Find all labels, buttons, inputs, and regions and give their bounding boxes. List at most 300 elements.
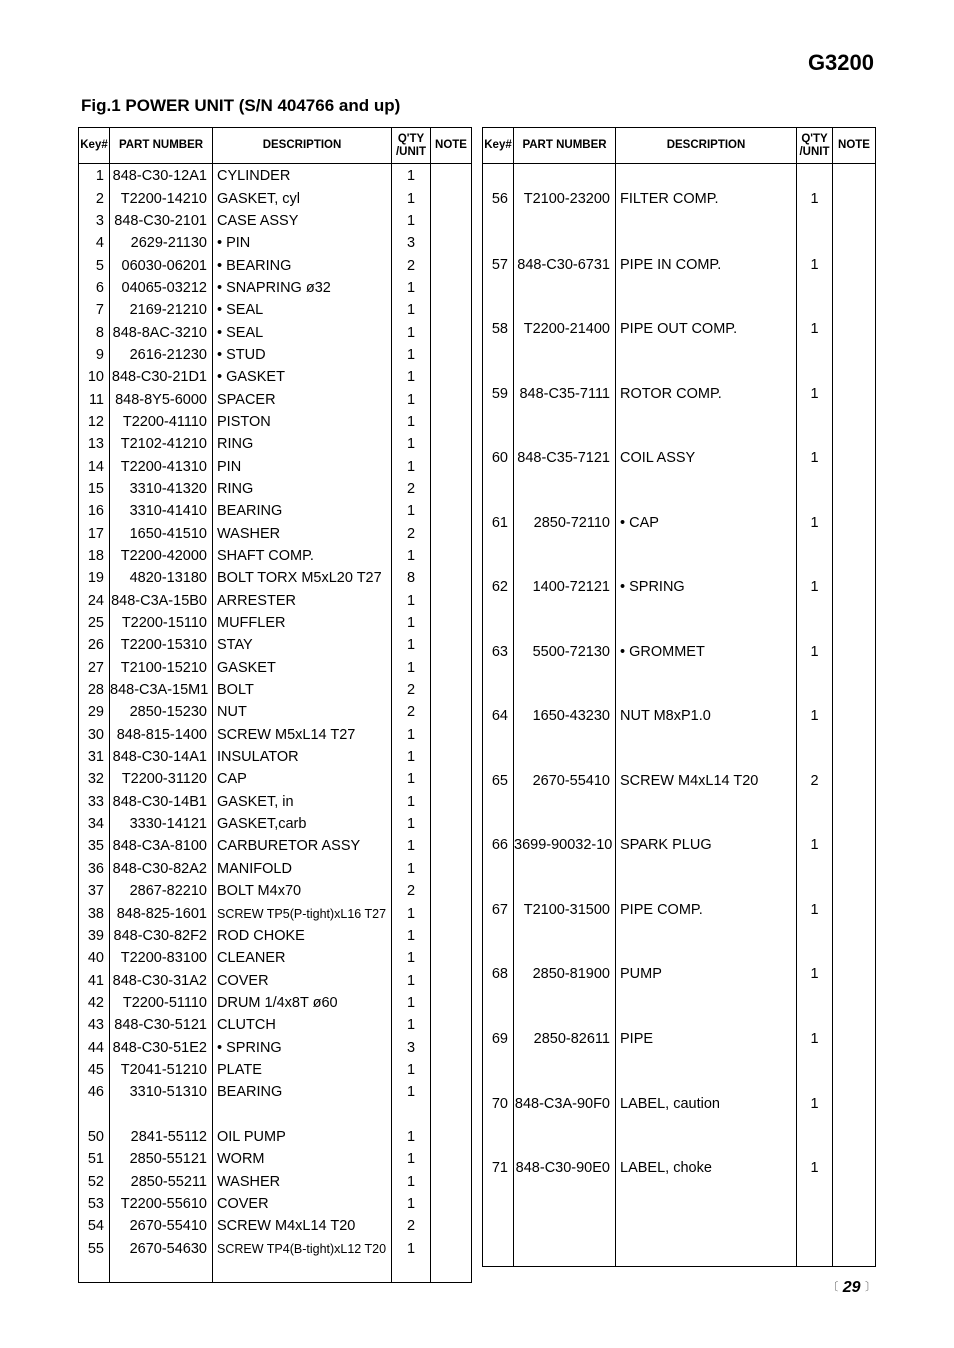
note-cell <box>431 768 472 790</box>
description-cell: DRUM 1/4x8T ø60 <box>213 992 392 1014</box>
part-number-cell: T2102-41210 <box>110 433 213 455</box>
parts-table-right-body <box>483 164 876 1267</box>
part-number-cell: 2629-21130 <box>110 232 213 254</box>
part-number-cell: 04065-03212 <box>110 277 213 299</box>
qty-cell: 1 <box>392 925 431 947</box>
part-number-cell: T2200-21400 <box>514 297 616 362</box>
qty-cell: 1 <box>392 1170 431 1192</box>
table-row <box>79 835 472 857</box>
qty-cell: 1 <box>392 1059 431 1081</box>
qty-cell: 1 <box>392 813 431 835</box>
qty-cell: 1 <box>797 555 833 620</box>
table-row <box>79 880 472 902</box>
qty-cell: 1 <box>392 746 431 768</box>
description-cell: PIPE <box>616 1007 797 1072</box>
note-cell <box>431 590 472 612</box>
qty-cell: 1 <box>392 210 431 232</box>
key-cell <box>79 1103 110 1125</box>
note-cell <box>431 433 472 455</box>
table-row <box>79 254 472 276</box>
qty-cell: 1 <box>392 612 431 634</box>
note-cell <box>431 701 472 723</box>
note-cell <box>431 858 472 880</box>
table-row <box>79 813 472 835</box>
key-cell: 60 <box>483 426 514 491</box>
parts-table-left <box>78 127 472 1283</box>
figure-title: Fig.1 POWER UNIT (S/N 404766 and up) <box>81 96 401 115</box>
description-cell: • SEAL <box>213 321 392 343</box>
qty-cell: 1 <box>797 813 833 878</box>
key-cell: 35 <box>79 835 110 857</box>
qty-cell: 1 <box>797 232 833 297</box>
table-row <box>79 992 472 1014</box>
part-number-cell: 2670-54630 <box>110 1238 213 1260</box>
part-number-cell <box>110 1103 213 1125</box>
qty-cell <box>392 1103 431 1125</box>
qty-cell: 1 <box>392 992 431 1014</box>
col-part-number-header: PART NUMBER <box>514 128 616 164</box>
table-row <box>79 1126 472 1148</box>
table-row <box>79 768 472 790</box>
qty-cell: 3 <box>392 232 431 254</box>
part-number-cell: 848-C30-14B1 <box>110 791 213 813</box>
note-cell <box>431 164 472 188</box>
note-cell <box>431 679 472 701</box>
table-row <box>79 1170 472 1192</box>
part-number-cell: T2200-15110 <box>110 612 213 634</box>
part-number-cell: 1400-72121 <box>514 555 616 620</box>
qty-cell: 1 <box>392 366 431 388</box>
description-cell: • CAP <box>616 491 797 556</box>
qty-cell: 1 <box>392 858 431 880</box>
filler-cell <box>797 1200 833 1266</box>
note-cell <box>431 210 472 232</box>
qty-cell: 1 <box>797 1071 833 1136</box>
qty-cell: 8 <box>392 567 431 589</box>
qty-cell: 1 <box>797 878 833 943</box>
key-cell: 52 <box>79 1170 110 1192</box>
description-cell: • SPRING <box>213 1036 392 1058</box>
key-cell: 3 <box>79 210 110 232</box>
table-row <box>79 746 472 768</box>
qty-cell: 1 <box>797 1136 833 1201</box>
part-number-cell: 848-815-1400 <box>110 724 213 746</box>
description-cell: PISTON <box>213 411 392 433</box>
note-cell <box>431 1215 472 1237</box>
description-cell <box>213 1103 392 1125</box>
description-cell: LABEL, caution <box>616 1071 797 1136</box>
filler-cell <box>431 1260 472 1283</box>
description-cell: ROTOR COMP. <box>616 361 797 426</box>
qty-cell: 1 <box>392 500 431 522</box>
table-row <box>79 299 472 321</box>
filler-cell <box>79 1260 110 1283</box>
table-row <box>483 813 876 878</box>
col-note-header: NOTE <box>833 128 876 164</box>
key-cell: 10 <box>79 366 110 388</box>
page-number <box>820 1278 876 1297</box>
qty-cell: 1 <box>392 299 431 321</box>
note-cell <box>431 321 472 343</box>
description-cell: • SPRING <box>616 555 797 620</box>
part-number-cell: 848-C30-5121 <box>110 1014 213 1036</box>
qty-cell: 1 <box>392 835 431 857</box>
note-cell <box>833 813 876 878</box>
note-cell <box>833 555 876 620</box>
table-row <box>79 724 472 746</box>
qty-cell: 1 <box>392 388 431 410</box>
part-number-cell: 5500-72130 <box>514 620 616 685</box>
note-cell <box>833 361 876 426</box>
key-cell: 46 <box>79 1081 110 1103</box>
note-cell <box>833 426 876 491</box>
col-part-number-header: PART NUMBER <box>110 128 213 164</box>
description-cell: CYLINDER <box>213 164 392 188</box>
table-row <box>79 500 472 522</box>
qty-cell: 1 <box>392 455 431 477</box>
note-cell <box>833 942 876 1007</box>
part-number-cell: 2841-55112 <box>110 1126 213 1148</box>
qty-cell: 1 <box>797 426 833 491</box>
note-cell <box>431 277 472 299</box>
description-cell: PIN <box>213 455 392 477</box>
table-row <box>79 433 472 455</box>
note-cell <box>431 813 472 835</box>
qty-cell: 2 <box>392 523 431 545</box>
note-cell <box>833 749 876 814</box>
qty-cell: 1 <box>392 657 431 679</box>
parts-table-right <box>482 127 876 1267</box>
note-cell <box>833 164 876 233</box>
key-cell: 71 <box>483 1136 514 1201</box>
key-cell: 15 <box>79 478 110 500</box>
qty-cell: 2 <box>392 880 431 902</box>
key-cell: 30 <box>79 724 110 746</box>
part-number-cell: 848-C30-31A2 <box>110 969 213 991</box>
description-cell: RING <box>213 433 392 455</box>
note-cell <box>431 1103 472 1125</box>
table-row <box>79 545 472 567</box>
part-number-cell: 848-8Y5-6000 <box>110 388 213 410</box>
part-number-cell: 1650-43230 <box>514 684 616 749</box>
key-cell: 40 <box>79 947 110 969</box>
table-row <box>483 232 876 297</box>
part-number-cell: 848-C30-2101 <box>110 210 213 232</box>
part-number-cell: 848-825-1601 <box>110 902 213 924</box>
qty-cell: 1 <box>392 590 431 612</box>
description-cell: BOLT <box>213 679 392 701</box>
part-number-cell: 848-C3A-90F0 <box>514 1071 616 1136</box>
key-cell: 41 <box>79 969 110 991</box>
note-cell <box>431 992 472 1014</box>
part-number-cell: 06030-06201 <box>110 254 213 276</box>
key-cell: 45 <box>79 1059 110 1081</box>
qty-cell: 1 <box>392 724 431 746</box>
key-cell: 39 <box>79 925 110 947</box>
table-row <box>79 344 472 366</box>
note-cell <box>431 344 472 366</box>
note-cell <box>833 491 876 556</box>
key-cell: 5 <box>79 254 110 276</box>
key-cell: 19 <box>79 567 110 589</box>
part-number-cell: 3330-14121 <box>110 813 213 835</box>
description-cell: CARBURETOR ASSY <box>213 835 392 857</box>
bracket-right: 〕 <box>865 1281 876 1293</box>
note-cell <box>833 620 876 685</box>
note-cell <box>431 1081 472 1103</box>
qty-cell: 1 <box>392 1126 431 1148</box>
part-number-cell: T2200-42000 <box>110 545 213 567</box>
qty-cell: 2 <box>797 749 833 814</box>
note-cell <box>431 947 472 969</box>
qty-cell: 1 <box>392 545 431 567</box>
part-number-cell: 848-C3A-15M1 <box>110 679 213 701</box>
note-cell <box>431 1238 472 1260</box>
note-cell <box>833 684 876 749</box>
key-cell: 16 <box>79 500 110 522</box>
description-cell: OIL PUMP <box>213 1126 392 1148</box>
key-cell: 14 <box>79 455 110 477</box>
description-cell: SCREW TP5(P-tight)xL16 T27 <box>213 902 392 924</box>
description-cell: GASKET,carb <box>213 813 392 835</box>
table-row <box>79 567 472 589</box>
note-cell <box>833 1071 876 1136</box>
table-header-row <box>483 128 876 164</box>
table-row <box>79 858 472 880</box>
qty-cell: 1 <box>392 277 431 299</box>
note-cell <box>431 835 472 857</box>
description-cell: MUFFLER <box>213 612 392 634</box>
note-cell <box>431 299 472 321</box>
filler-cell <box>392 1260 431 1283</box>
note-cell <box>431 187 472 209</box>
qty-cell: 1 <box>392 768 431 790</box>
description-cell: SCREW M4xL14 T20 <box>213 1215 392 1237</box>
part-number-cell: T2100-23200 <box>514 164 616 233</box>
part-number-cell: T2200-55610 <box>110 1193 213 1215</box>
key-cell: 61 <box>483 491 514 556</box>
part-number-cell: 848-C30-6731 <box>514 232 616 297</box>
key-cell: 55 <box>79 1238 110 1260</box>
table-row <box>79 523 472 545</box>
qty-cell: 1 <box>392 164 431 188</box>
note-cell <box>431 478 472 500</box>
description-cell: ARRESTER <box>213 590 392 612</box>
key-cell: 44 <box>79 1036 110 1058</box>
qty-cell: 1 <box>797 361 833 426</box>
note-cell <box>431 388 472 410</box>
description-cell: PIPE OUT COMP. <box>616 297 797 362</box>
part-number-cell: 2850-82611 <box>514 1007 616 1072</box>
key-cell: 18 <box>79 545 110 567</box>
part-number-cell: 848-C35-7111 <box>514 361 616 426</box>
table-row <box>79 1103 472 1125</box>
part-number-cell: T2200-31120 <box>110 768 213 790</box>
table-row <box>79 277 472 299</box>
qty-cell: 1 <box>392 321 431 343</box>
part-number-cell: T2200-15310 <box>110 634 213 656</box>
description-cell: SCREW M5xL14 T27 <box>213 724 392 746</box>
note-cell <box>833 1136 876 1201</box>
description-cell: WASHER <box>213 1170 392 1192</box>
part-number-cell: 848-C3A-8100 <box>110 835 213 857</box>
key-cell: 51 <box>79 1148 110 1170</box>
table-row <box>483 749 876 814</box>
part-number-cell: T2200-51110 <box>110 992 213 1014</box>
description-cell: BEARING <box>213 500 392 522</box>
table-row <box>79 321 472 343</box>
table-row <box>79 1238 472 1260</box>
description-cell: • BEARING <box>213 254 392 276</box>
note-cell <box>431 411 472 433</box>
table-row <box>79 1215 472 1237</box>
description-cell: COVER <box>213 969 392 991</box>
description-cell: PLATE <box>213 1059 392 1081</box>
key-cell: 42 <box>79 992 110 1014</box>
part-number-cell: T2100-31500 <box>514 878 616 943</box>
qty-cell: 1 <box>392 1014 431 1036</box>
col-key-header: Key# <box>483 128 514 164</box>
description-cell: WORM <box>213 1148 392 1170</box>
description-cell: GASKET, cyl <box>213 187 392 209</box>
table-row <box>483 878 876 943</box>
part-number-cell: 3310-41320 <box>110 478 213 500</box>
table-row <box>79 791 472 813</box>
table-row <box>483 164 876 233</box>
part-number-cell: T2200-41110 <box>110 411 213 433</box>
part-number-cell: 848-C30-21D1 <box>110 366 213 388</box>
qty-cell: 1 <box>392 791 431 813</box>
table-row <box>79 1059 472 1081</box>
part-number-cell: 2850-55211 <box>110 1170 213 1192</box>
qty-cell: 1 <box>392 947 431 969</box>
description-cell: GASKET, in <box>213 791 392 813</box>
note-cell <box>431 1059 472 1081</box>
col-qty-header <box>392 128 431 164</box>
qty-cell: 1 <box>797 684 833 749</box>
qty-cell: 2 <box>392 679 431 701</box>
filler-cell <box>514 1200 616 1266</box>
key-cell: 43 <box>79 1014 110 1036</box>
part-number-cell: 2850-72110 <box>514 491 616 556</box>
note-cell <box>833 297 876 362</box>
key-cell: 24 <box>79 590 110 612</box>
note-cell <box>431 545 472 567</box>
qty-cell: 1 <box>392 344 431 366</box>
key-cell: 9 <box>79 344 110 366</box>
key-cell: 37 <box>79 880 110 902</box>
key-cell: 17 <box>79 523 110 545</box>
part-number-cell: 848-C30-82F2 <box>110 925 213 947</box>
table-row <box>79 701 472 723</box>
part-number-cell: 2169-21210 <box>110 299 213 321</box>
key-cell: 33 <box>79 791 110 813</box>
description-cell: FILTER COMP. <box>616 164 797 233</box>
key-cell: 28 <box>79 679 110 701</box>
key-cell: 1 <box>79 164 110 188</box>
key-cell: 54 <box>79 1215 110 1237</box>
qty-cell: 1 <box>392 433 431 455</box>
key-cell: 2 <box>79 187 110 209</box>
table-row <box>79 612 472 634</box>
description-cell: BOLT TORX M5xL20 T27 <box>213 567 392 589</box>
table-row <box>79 455 472 477</box>
table-row <box>483 297 876 362</box>
part-number-cell: 848-C35-7121 <box>514 426 616 491</box>
table-row <box>79 1014 472 1036</box>
description-cell: GASKET <box>213 657 392 679</box>
table-row <box>79 947 472 969</box>
model-name: G3200 <box>807 50 874 75</box>
part-number-cell: T2041-51210 <box>110 1059 213 1081</box>
description-cell: NUT M8xP1.0 <box>616 684 797 749</box>
key-cell: 29 <box>79 701 110 723</box>
col-qty-header <box>797 128 833 164</box>
table-header-row <box>79 128 472 164</box>
part-number-cell: 2616-21230 <box>110 344 213 366</box>
description-cell: MANIFOLD <box>213 858 392 880</box>
qty-cell: 1 <box>392 187 431 209</box>
part-number-cell: 2850-81900 <box>514 942 616 1007</box>
filler-row <box>79 1260 472 1283</box>
description-cell: BEARING <box>213 1081 392 1103</box>
key-cell: 13 <box>79 433 110 455</box>
part-number-cell: 2850-15230 <box>110 701 213 723</box>
part-number-cell: 2670-55410 <box>514 749 616 814</box>
table-row <box>79 634 472 656</box>
note-cell <box>431 1148 472 1170</box>
description-cell: WASHER <box>213 523 392 545</box>
table-row <box>483 426 876 491</box>
part-number-cell: T2200-14210 <box>110 187 213 209</box>
table-row <box>79 679 472 701</box>
description-cell: • GROMMET <box>616 620 797 685</box>
table-row <box>483 684 876 749</box>
note-cell <box>431 791 472 813</box>
key-cell: 57 <box>483 232 514 297</box>
bracket-left: 〔 <box>827 1281 839 1293</box>
note-cell <box>431 1126 472 1148</box>
description-cell: ROD CHOKE <box>213 925 392 947</box>
part-number-cell: T2200-41310 <box>110 455 213 477</box>
table-row <box>79 232 472 254</box>
filler-cell <box>483 1200 514 1266</box>
note-cell <box>431 500 472 522</box>
note-cell <box>431 1193 472 1215</box>
table-row <box>79 388 472 410</box>
part-number-cell: 848-8AC-3210 <box>110 321 213 343</box>
note-cell <box>833 232 876 297</box>
table-row <box>483 1007 876 1072</box>
description-cell: SCREW TP4(B-tight)xL12 T20 <box>213 1238 392 1260</box>
key-cell: 6 <box>79 277 110 299</box>
table-row <box>79 925 472 947</box>
part-number-cell: 2850-55121 <box>110 1148 213 1170</box>
qty-cell: 2 <box>392 1215 431 1237</box>
col-description-header: DESCRIPTION <box>616 128 797 164</box>
table-row <box>79 210 472 232</box>
table-row <box>483 555 876 620</box>
table-row <box>483 942 876 1007</box>
qty-cell: 2 <box>392 478 431 500</box>
note-cell <box>431 925 472 947</box>
key-cell: 38 <box>79 902 110 924</box>
qty-header-line1: Q'TY <box>801 132 828 145</box>
col-key-header: Key# <box>79 128 110 164</box>
description-cell: RING <box>213 478 392 500</box>
key-cell: 56 <box>483 164 514 233</box>
description-cell: PUMP <box>616 942 797 1007</box>
